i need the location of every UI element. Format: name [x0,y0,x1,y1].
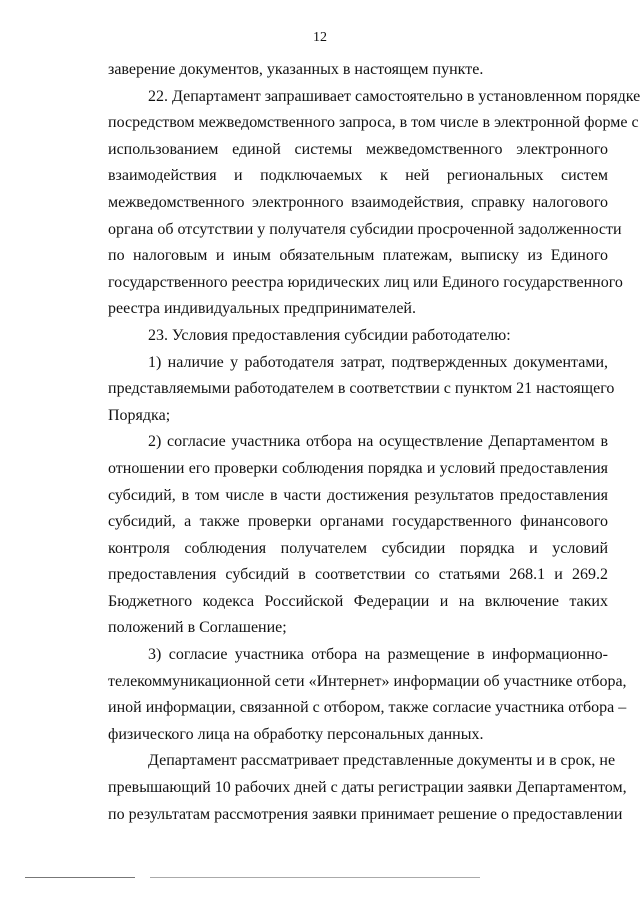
text-line: Департамент рассматривает представленные документы и в срок, не [148,752,616,770]
text-line: 1) наличие у работодателя затрат, подтвержденных документами, [148,353,608,371]
text-line: 3) согласие участника отбора на размещение в информационно- [148,646,608,664]
text-line: контроля соблюдения получателем субсидии порядка и условий [108,539,608,557]
text-line: телекоммуникационной сети «Интернет» информации об участнике отбора, [108,672,627,690]
text-line: иной информации, связанной с отбором, также согласие участника отбора – [108,699,627,717]
text-line: превышающий 10 рабочих дней с даты регистрации заявки Департаментом, [108,779,627,797]
text-line: по налоговым и иным обязательным платежам, выписку из Единого [108,247,608,265]
page-number: 12 [313,30,327,45]
text-line: по результатам рассмотрения заявки принимает решение о предоставлении [108,805,623,823]
text-line: 2) согласие участника отбора на осуществление Департаментом в [148,433,608,451]
text-line: предоставления субсидий в соответствии со статьями 268.1 и 269.2 [108,566,608,584]
text-line: реестра индивидуальных предпринимателей. [108,300,416,318]
text-line: заверение документов, указанных в настоящем пункте. [108,61,484,78]
scan-edge-line [25,877,135,878]
text-line: посредством межведомственного запроса, в том числе в электронной форме с [108,114,639,132]
text-line: взаимодействия и подключаемых к ней региональных систем [108,167,608,185]
text-line: государственного реестра юридических лиц или Единого государственного [108,273,623,291]
text-line: положений в Соглашение; [108,619,287,637]
text-line: представляемыми работодателем в соответствии с пунктом 21 настоящего [108,380,615,398]
text-line: 22. Департамент запрашивает самостоятельно в установленном порядке [148,87,640,105]
text-line: органа об отсутствии у получателя субсидии просроченной задолженности [108,220,622,238]
text-line: использованием единой системы межведомственного электронного [108,140,608,158]
text-line: Порядка; [108,406,171,424]
text-line: межведомственного электронного взаимодействия, справку налогового [108,193,608,211]
scan-edge-line [150,877,480,878]
text-line: Бюджетного кодекса Российской Федерации и на включение таких [108,592,608,610]
document-body [108,57,640,828]
text-line: физического лица на обработку персональных данных. [108,725,484,743]
text-line: 23. Условия предоставления субсидии работодателю: [148,326,511,344]
text-line: субсидий, в том числе в части достижения результатов предоставления [108,486,608,504]
text-line: отношении его проверки соблюдения порядка и условий предоставления [108,459,608,477]
text-line: субсидий, а также проверки органами государственного финансового [108,513,608,531]
